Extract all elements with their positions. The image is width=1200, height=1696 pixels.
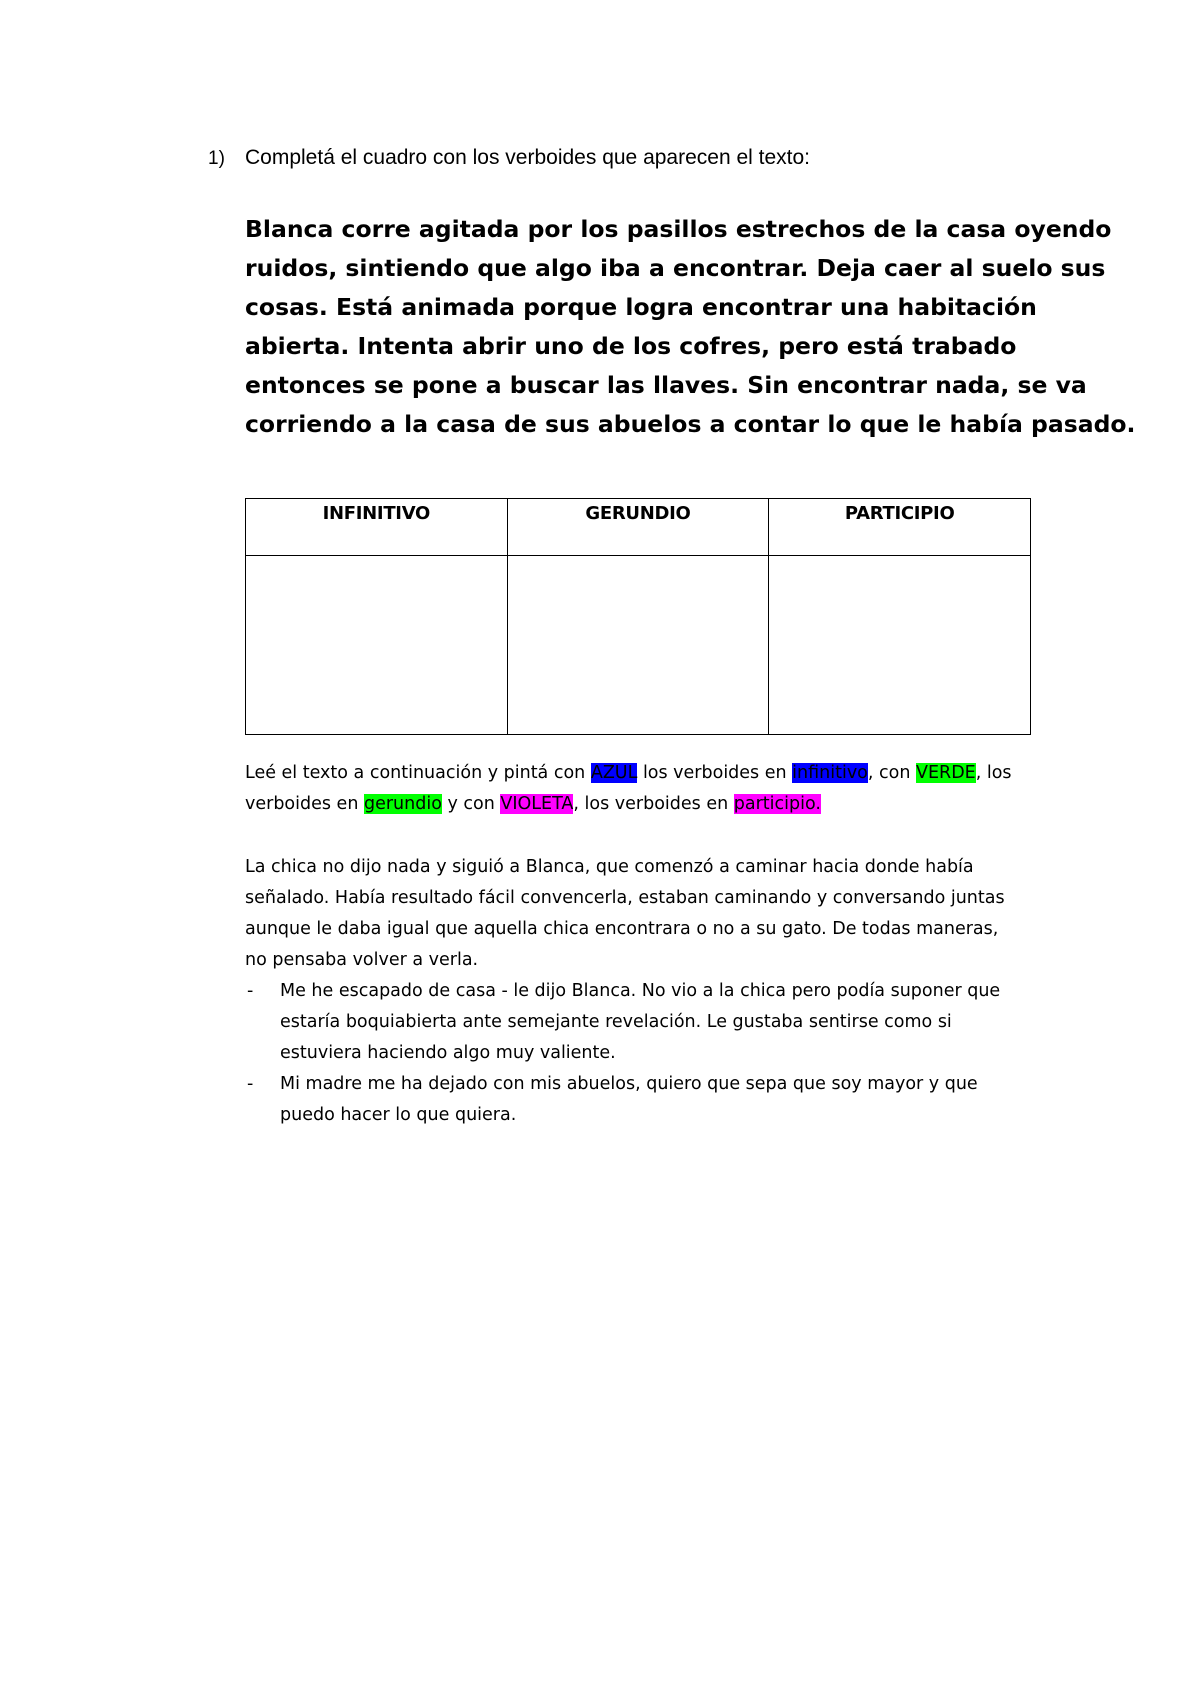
highlight-gerundio: gerundio (363, 794, 442, 814)
dialogue-line: Me he escapado de casa - le dijo Blanca. No vio a la chica pero podía suponer que (280, 981, 1001, 1001)
highlight-verde: VERDE (916, 763, 976, 783)
passage-line: aunque le daba igual que aquella chica encontrara o no a su gato. De todas maneras, (245, 919, 999, 939)
question-text: Completá el cuadro con los verboides que aparecen el texto: (245, 146, 811, 169)
instruction-text: , con (867, 763, 916, 783)
dialogue-line: estaría boquiabierta ante semejante revelación. Le gustaba sentirse como si (280, 1012, 952, 1032)
passage-line: señalado. Había resultado fácil convencerla, estaban caminando y conversando juntas (245, 888, 1005, 908)
header-participio: PARTICIPIO (769, 499, 1031, 556)
highlight-azul: AZUL (590, 763, 638, 783)
question-number: 1) (208, 148, 225, 169)
header-infinitivo: INFINITIVO (246, 499, 508, 556)
instruction-text: Leé el texto a continuación y pintá con (245, 763, 591, 783)
passage-paragraph (245, 852, 1045, 1131)
passage-line: no pensaba volver a verla. (245, 950, 479, 970)
instruction-line-2 (245, 789, 1045, 820)
story-line: Blanca corre agitada por los pasillos estrechos de la casa oyendo (245, 215, 1112, 243)
verboides-table (245, 498, 1031, 735)
dialogue-line: Mi madre me ha dejado con mis abuelos, quiero que sepa que soy mayor y que (280, 1074, 978, 1094)
story-line: ruidos, sintiendo que algo iba a encontrar. Deja caer al suelo sus (245, 254, 1106, 282)
instruction-line-1 (245, 758, 1045, 789)
highlight-participio: participio. (733, 794, 821, 814)
instruction-text: , los verboides en (573, 794, 734, 814)
cell-infinitivo[interactable] (246, 556, 508, 735)
story-paragraph (245, 210, 1136, 444)
dialogue-line: puedo hacer lo que quiera. (280, 1105, 517, 1125)
instruction-text: los verboides en (637, 763, 793, 783)
dialogue-item (245, 1069, 1045, 1131)
question-prompt (208, 144, 810, 173)
instruction-text: y con (441, 794, 501, 814)
dialogue-item (245, 976, 1045, 1069)
table-answer-row (246, 556, 1031, 735)
header-gerundio: GERUNDIO (507, 499, 769, 556)
highlight-violeta: VIOLETA (500, 794, 574, 814)
instruction-text: , los (975, 763, 1012, 783)
cell-participio[interactable] (769, 556, 1031, 735)
table-header-row (246, 499, 1031, 556)
instruction-text: verboides en (245, 794, 364, 814)
passage-line: La chica no dijo nada y siguió a Blanca, que comenzó a caminar hacia donde había (245, 857, 974, 877)
story-line: entonces se pone a buscar las llaves. Sin encontrar nada, se va (245, 371, 1087, 399)
instruction-paragraph (245, 758, 1045, 820)
dialogue-line: estuviera haciendo algo muy valiente. (280, 1043, 616, 1063)
story-line: cosas. Está animada porque logra encontrar una habitación (245, 293, 1037, 321)
story-line: corriendo a la casa de sus abuelos a contar lo que le había pasado. (245, 410, 1136, 438)
story-line: abierta. Intenta abrir uno de los cofres, pero está trabado (245, 332, 1017, 360)
highlight-infinitivo: infinitivo (792, 763, 868, 783)
dialogue-dash: - (247, 1074, 254, 1094)
cell-gerundio[interactable] (507, 556, 769, 735)
dialogue-dash: - (247, 981, 254, 1001)
